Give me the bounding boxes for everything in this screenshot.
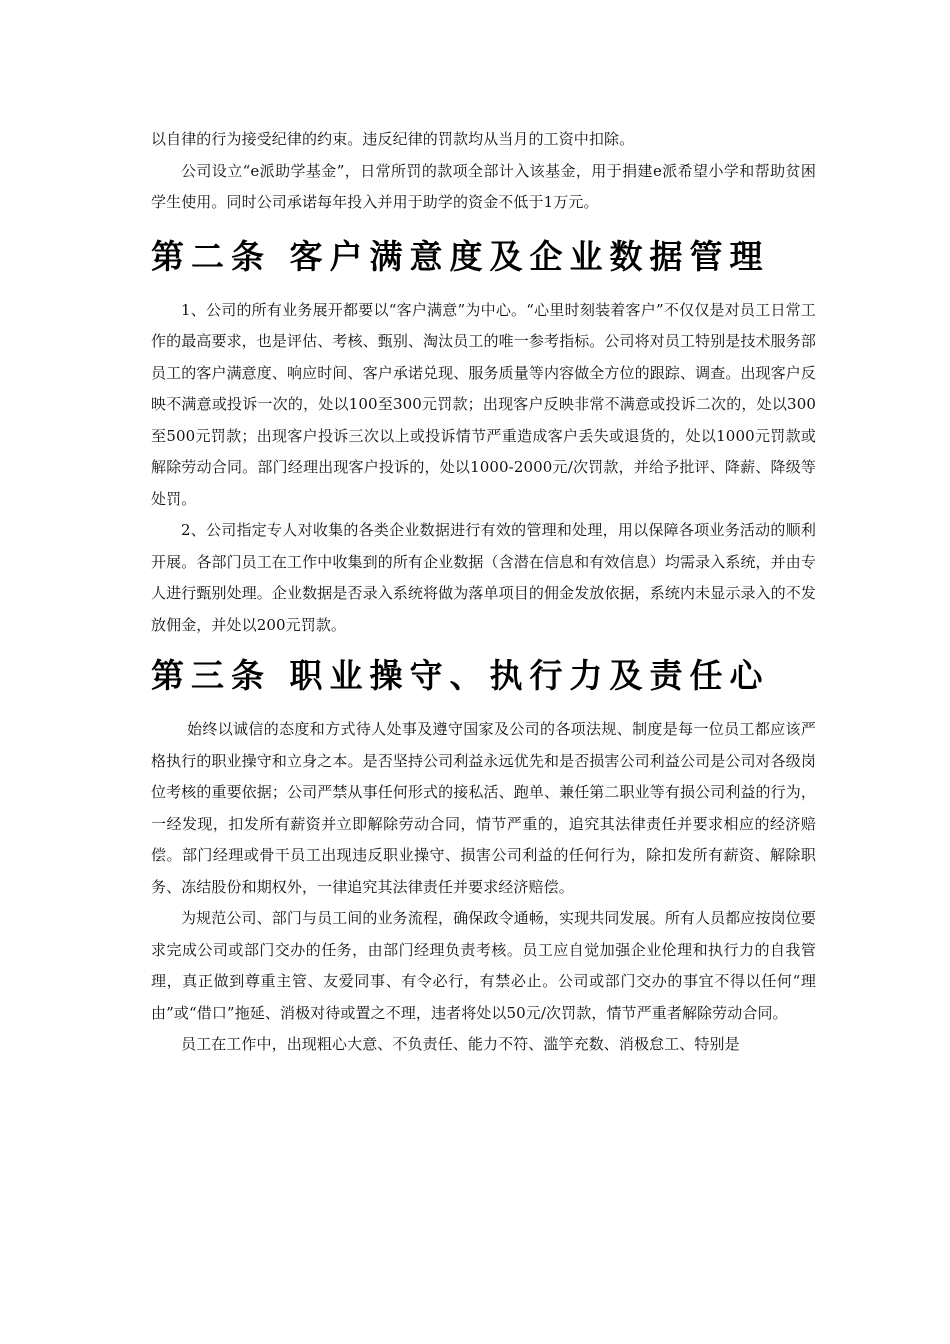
- education-fund-paragraph: 公司设立“e派助学基金”，日常所罚的款项全部计入该基金，用于捐建e派希望小学和帮助贫困学生使用。同时公司承诺每年投入并用于助学的资金不低于1万元。: [151, 161, 816, 211]
- document-body: [151, 124, 816, 1061]
- execution-paragraph: 为规范公司、部门与员工间的业务流程，确保政令通畅，实现共同发展。所有人员都应按岗位要求完成公司或部门交办的任务，由部门经理负责考核。员工应自觉加强企业伦理和执行力的自我管理，真正做到尊重主管、友爱同事、有令必行，有禁必止。公司或部门交办的事宜不得以任何“理由”或“借口”拖延、消极对待或置之不理，违者将处以50元/次罚款，情节严重者解除劳动合同。: [151, 909, 816, 1022]
- intro-continuation-line: 以自律的行为接受纪律的约束。违反纪律的罚款均从当月的工资中扣除。: [151, 130, 635, 148]
- professional-ethics-paragraph: 始终以诚信的态度和方式待人处事及遵守国家及公司的各项法规、制度是每一位员工都应该严格执行的职业操守和立身之本。是否坚持公司利益永远优先和是否损害公司利益公司是公司对各级岗位考核的重要依据；公司严禁从事任何形式的接私活、跑单、兼任第二职业等有损公司利益的行为，一经发现，扣发所有薪资并立即解除劳动合同，情节严重的，追究其法律责任并要求相应的经济赔偿。部门经理或骨干员工出现违反职业操守、损害公司利益的任何行为，除扣发所有薪资、解除职务、冻结股份和期权外，一律追究其法律责任并要求经济赔偿。: [151, 720, 816, 896]
- article-2-heading: 第二条 客户满意度及企业数据管理: [151, 236, 770, 276]
- article-3-heading: 第三条 职业操守、执行力及责任心: [151, 656, 770, 695]
- responsibility-paragraph: 员工在工作中，出现粗心大意、不负责任、能力不符、滥竽充数、消极怠工、特别是: [181, 1035, 740, 1053]
- customer-satisfaction-paragraph: 1、公司的所有业务展开都要以“客户满意”为中心。“心里时刻装着客户”不仅仅是对员工日常工作的最高要求，也是评估、考核、甄别、淘汰员工的唯一参考指标。公司将对员工特别是技术服务部员工的客户满意度、响应时间、客户承诺兑现、服务质量等内容做全方位的跟踪、调查。出现客户反映不满意或投诉一次的，处以100至300元罚款；出现客户反映非常不满意或投诉二次的，处以300至500元罚款；出现客户投诉三次以上或投诉情节严重造成客户丢失或退货的，处以1000元罚款或解除劳动合同。部门经理出现客户投诉的，处以1000-2000元/次罚款，并给予批评、降薪、降级等处罚。: [151, 300, 816, 508]
- enterprise-data-paragraph: 2、公司指定专人对收集的各类企业数据进行有效的管理和处理，用以保障各项业务活动的顺利开展。各部门员工在工作中收集到的所有企业数据（含潜在信息和有效信息）均需录入系统，并由专人进行甄别处理。企业数据是否录入系统将做为落单项目的佣金发放依据，系统内未显示录入的不发放佣金，并处以200元罚款。: [151, 521, 816, 634]
